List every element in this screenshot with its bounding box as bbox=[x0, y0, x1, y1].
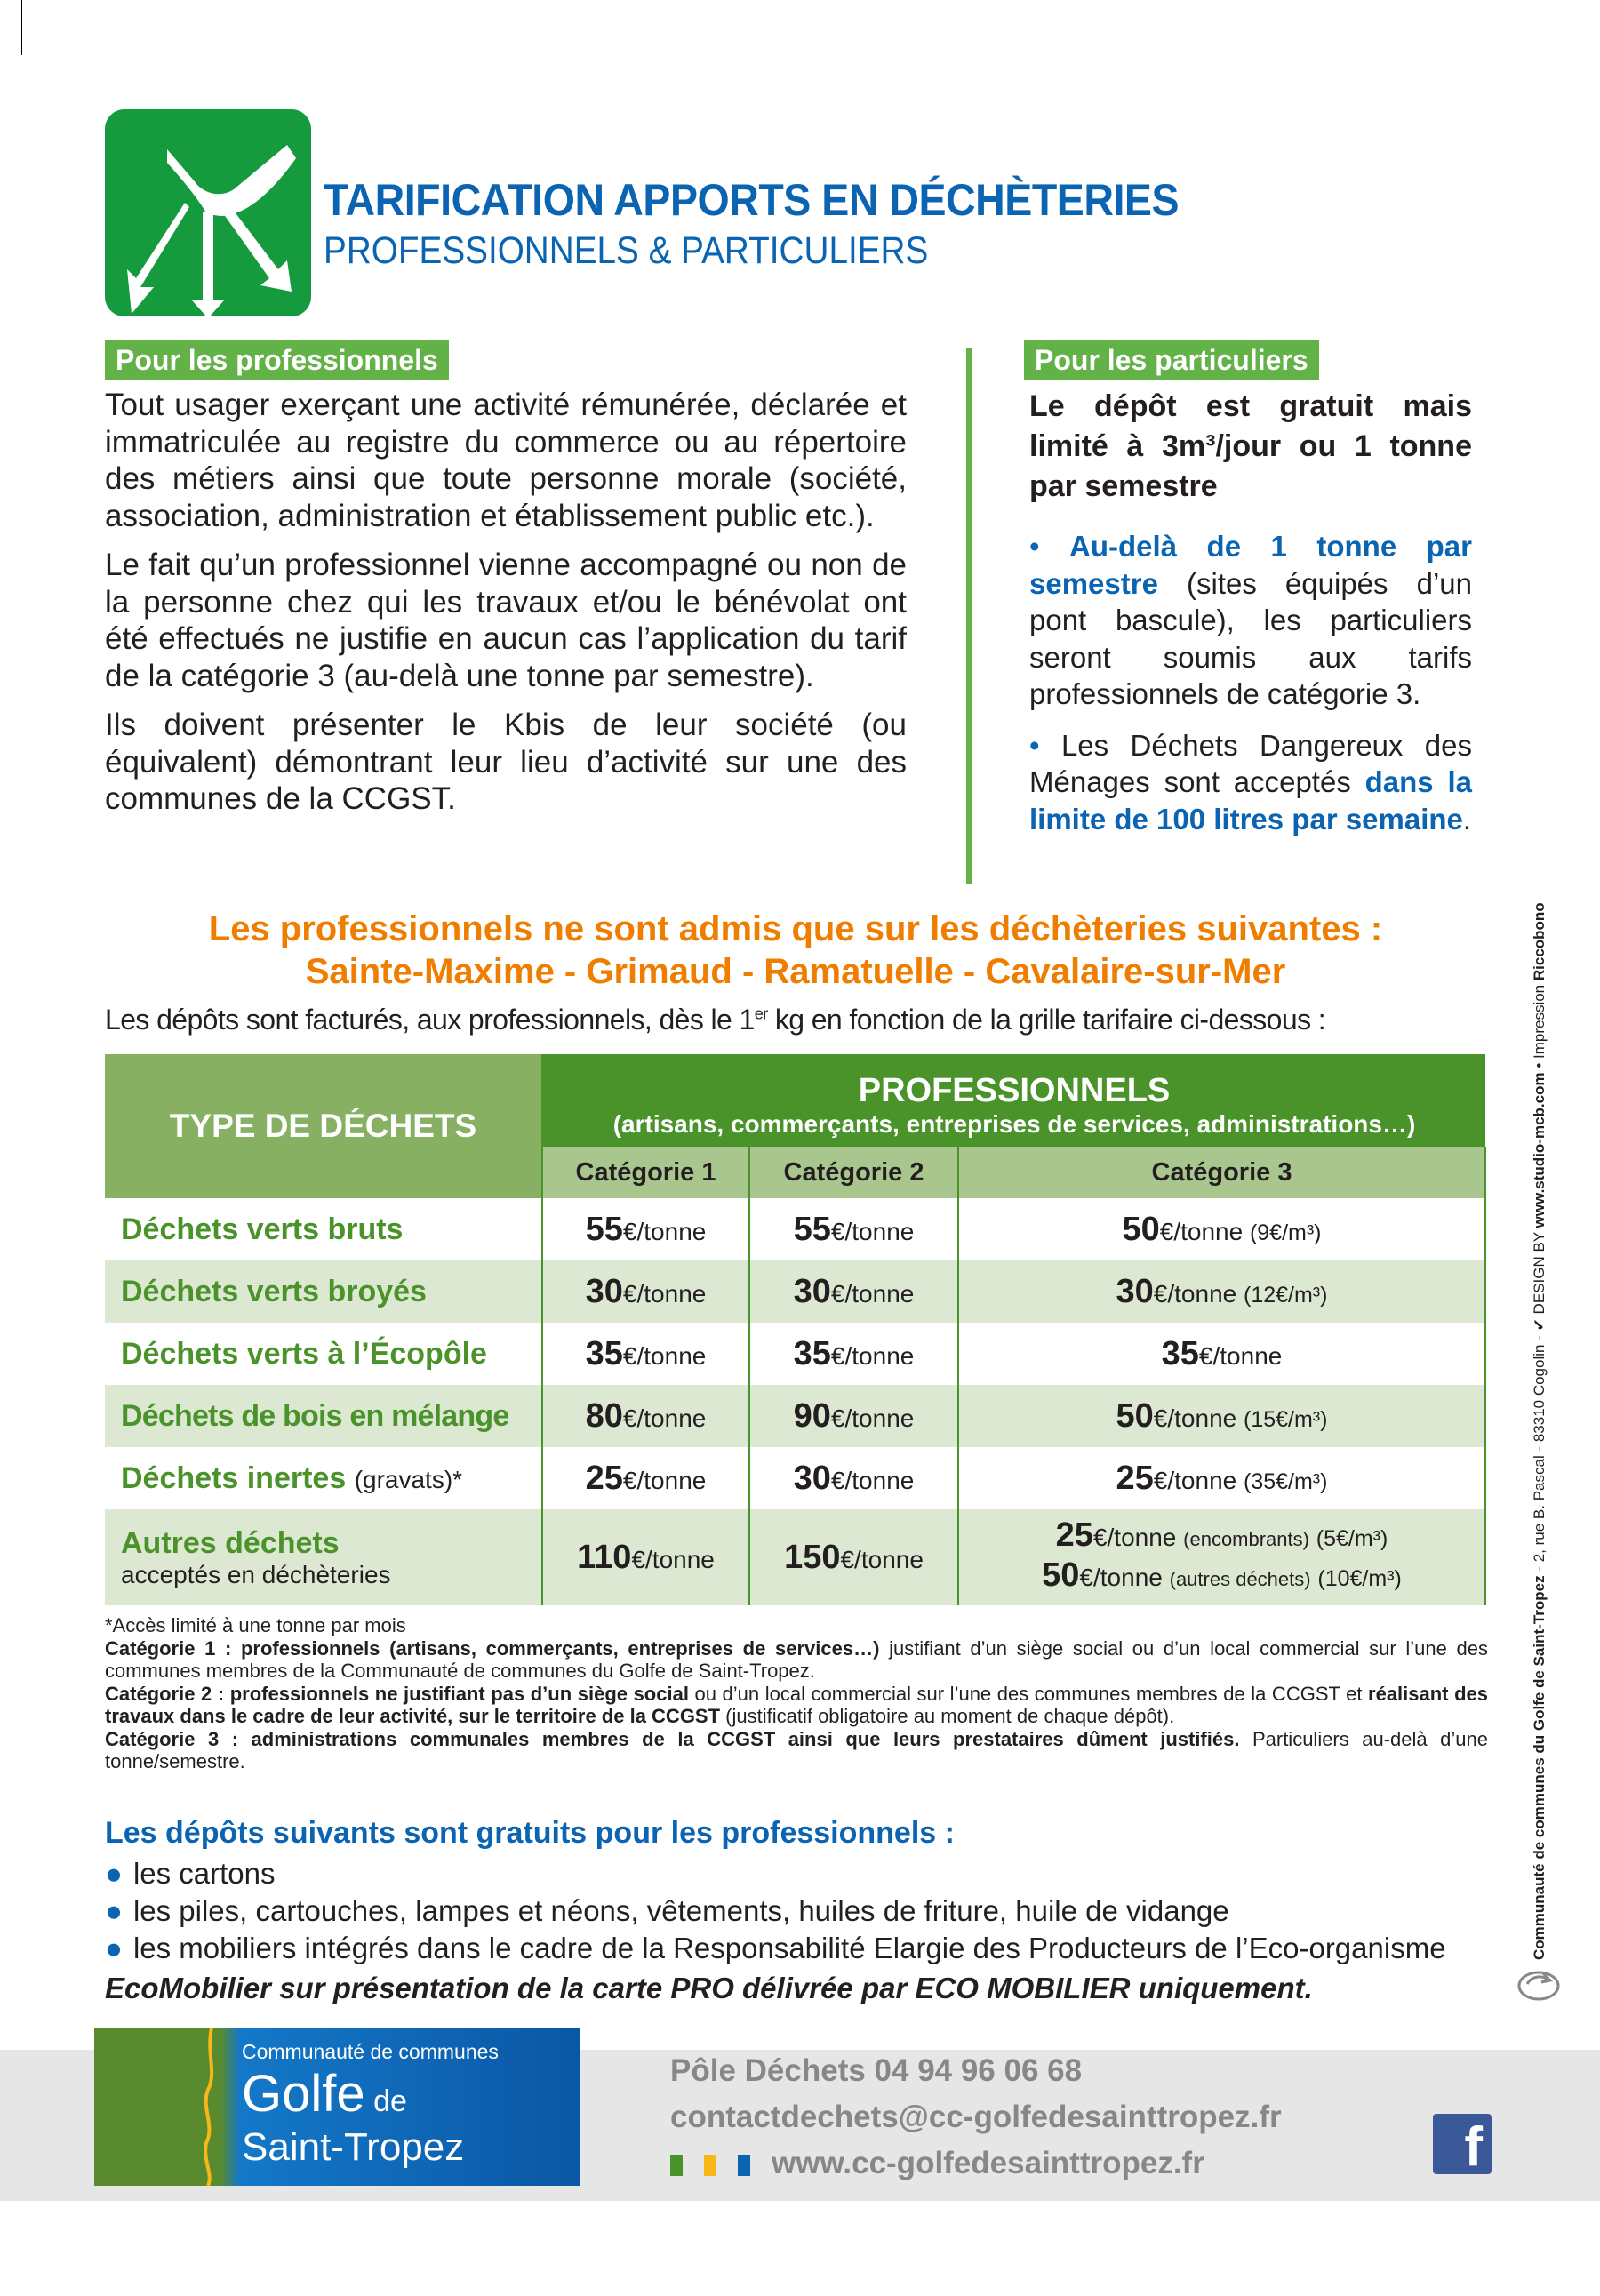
website-row bbox=[670, 2146, 1204, 2181]
individuals-lead: Le dépôt est gratuit mais limité à 3m³/jour ou 1 tonne par semestre bbox=[1029, 389, 1472, 503]
category-1-header: Catégorie 1 bbox=[542, 1147, 749, 1198]
table-row: Déchets de bois en mélange 80€/tonne 90€/tonne 50€/tonne (15€/m³) bbox=[105, 1385, 1485, 1447]
list-item: ● les cartons bbox=[105, 1857, 276, 1890]
phone-contact: Pôle Déchets 04 94 96 06 68 bbox=[670, 2053, 1083, 2088]
page-title: TARIFICATION APPORTS EN DÉCHÈTERIES bbox=[324, 175, 1179, 225]
category-3-header: Catégorie 3 bbox=[958, 1147, 1485, 1198]
free-deposits-list bbox=[105, 1855, 1446, 1967]
type-header: TYPE DE DÉCHETS bbox=[105, 1054, 542, 1198]
blue-square-icon bbox=[738, 2155, 750, 2176]
list-item: ● les mobiliers intégrés dans le cadre de la Responsabilité Elargie des Producteurs de l’Eco-organisme bbox=[105, 1932, 1446, 1964]
coastline-icon bbox=[201, 2028, 219, 2186]
page-subtitle: PROFESSIONNELS & PARTICULIERS bbox=[324, 229, 929, 272]
website-link[interactable]: www.cc-golfedesainttropez.fr bbox=[772, 2146, 1204, 2180]
category-2-note: Catégorie 2 : professionnels ne justifiant pas d’un siège social ou d’un local commercial sur l’une des communes membres de la CCGST et réalisant des travaux dans le cadre de leur activité, sur le territoire de la CCGST (justificatif obligatoire au moment de chaque dépôt). bbox=[105, 1682, 1488, 1727]
ecomobilier-note: EcoMobilier sur présentation de la carte PRO délivrée par ECO MOBILIER uniquement. bbox=[105, 1972, 1313, 2004]
column-divider bbox=[966, 348, 972, 884]
admission-notice: Les professionnels ne sont admis que sur les déchèteries suivantes : bbox=[208, 909, 1383, 948]
email-link[interactable]: contactdechets@cc-golfedesainttropez.fr bbox=[670, 2100, 1282, 2134]
professionals-tag: Pour les professionnels bbox=[105, 340, 449, 380]
individuals-tag: Pour les particuliers bbox=[1024, 340, 1319, 380]
table-row: Déchets verts bruts 55€/tonne 55€/tonne 50€/tonne (9€/m³) bbox=[105, 1198, 1485, 1260]
professionals-paragraph: Ils doivent présenter le Kbis de leur société (ou équivalent) démontrant leur lieu d’activité sur une des communes de la CCGST. bbox=[105, 708, 907, 816]
pricing-table bbox=[105, 1054, 1486, 1605]
table-row: Déchets verts à l’Écopôle 35€/tonne 35€/tonne 35€/tonne bbox=[105, 1323, 1485, 1385]
facebook-icon[interactable]: f bbox=[1433, 2114, 1492, 2174]
professionals-paragraph: Le fait qu’un professionnel vienne accompagné ou non de la personne chez qui les travaux et/ou le bénévolat ont été effectués ne justifie en aucun cas l’application du tarif de la catégorie 3 (au-delà une tonne par semestre). bbox=[105, 548, 907, 693]
free-deposits-title: Les dépôts suivants sont gratuits pour les professionnels : bbox=[105, 1816, 955, 1850]
bullet-icon: ● bbox=[105, 1932, 123, 1964]
professionals-text bbox=[105, 387, 907, 830]
hand-dropping-waste-icon bbox=[105, 109, 311, 316]
bullet-icon: • bbox=[1029, 530, 1040, 563]
bullet-icon: ● bbox=[105, 1857, 123, 1890]
table-row: Déchets inertes (gravats)* 25€/tonne 30€/tonne 25€/tonne (35€/m³) bbox=[105, 1447, 1485, 1509]
category-1-note: Catégorie 1 : professionnels (artisans, commerçants, entreprises de services…) justifiant d’un siège social ou d’un local commercial sur l’une des communes membres de la Communauté de communes du Golfe de Saint-Tropez. bbox=[105, 1636, 1488, 1682]
professionals-paragraph: Tout usager exerçant une activité rémunérée, déclarée et immatriculée au registre du commerce ou au répertoire des métiers ainsi que toute personne morale (société, association, administration et établissement public etc.). bbox=[105, 388, 907, 533]
individuals-text bbox=[1029, 387, 1472, 852]
green-square-icon bbox=[670, 2155, 683, 2176]
crop-mark-left bbox=[21, 0, 22, 55]
category-2-header: Catégorie 2 bbox=[749, 1147, 958, 1198]
admission-sites: Sainte-Maxime - Grimaud - Ramatuelle - Cavalaire-sur-Mer bbox=[305, 952, 1286, 991]
category-3-note: Catégorie 3 : administrations communales membres de la CCGST ainsi que leurs prestataires dûment justifiés. Particuliers au-delà d’une tonne/semestre. bbox=[105, 1727, 1488, 1772]
table-row: Déchets verts broyés 30€/tonne 30€/tonne 30€/tonne (12€/m³) bbox=[105, 1260, 1485, 1323]
individuals-bullet-1: • Au-delà de 1 tonne par semestre (sites équipés d’un pont bascule), les particuliers seront soumis aux tarifs professionnels de catégorie 3. bbox=[1029, 530, 1473, 710]
bullet-icon: ● bbox=[105, 1894, 123, 1927]
ccgst-logo: Communauté de communes Golfe de Saint-Tropez bbox=[94, 2028, 580, 2186]
professionals-header: PROFESSIONNELS (artisans, commerçants, entreprises de services, administrations…) bbox=[542, 1054, 1485, 1147]
table-row: Autres déchets acceptés en déchèteries 110€/tonne 150€/tonne 25€/tonne (encombrants) (5€/m³) 50€/tonne (autres déchets) (10€/m³) bbox=[105, 1509, 1485, 1605]
bullet-icon: • bbox=[1029, 728, 1040, 762]
billing-statement: Les dépôts sont facturés, aux professionnels, dès le 1er kg en fonction de la grille tarifaire ci-dessous : bbox=[105, 1004, 1326, 1036]
recycle-logo-icon bbox=[1516, 1964, 1561, 2002]
footnotes: *Accès limité à une tonne par mois Catégorie 1 : professionnels (artisans, commerçants, entreprises de services…) justifiant d’un siège social ou d’un local commercial sur l’une des communes membres de la Communauté de communes du Golfe de Saint-Tropez. Catégorie 2 : professionnels ne justifiant pas d’un siège social ou d’un local commercial sur l’une des communes membres de la CCGST et réalisant des travaux dans le cadre de leur activité, sur le territoire de la CCGST (justificatif obligatoire au moment de chaque dépôt). Catégorie 3 : administrations communales membres de la CCGST ainsi que leurs prestataires dûment justifiés. Particuliers au-delà d’une tonne/semestre. bbox=[105, 1614, 1488, 1772]
list-item: ● les piles, cartouches, lampes et néons, vêtements, huiles de friture, huile de vidange bbox=[105, 1894, 1229, 1927]
side-credit: Communauté de communes du Golfe de Saint-Tropez - 2, rue B. Pascal - 83310 Cogolin - ✔ DESIGN BY www.studio-mcb.com • Impression Riccobono bbox=[1531, 902, 1548, 1960]
waste-drop-logo bbox=[105, 109, 311, 316]
yellow-square-icon bbox=[704, 2155, 716, 2176]
individuals-bullet-2: • Les Déchets Dangereux des Ménages sont acceptés dans la limite de 100 litres par semaine. bbox=[1029, 728, 1473, 836]
